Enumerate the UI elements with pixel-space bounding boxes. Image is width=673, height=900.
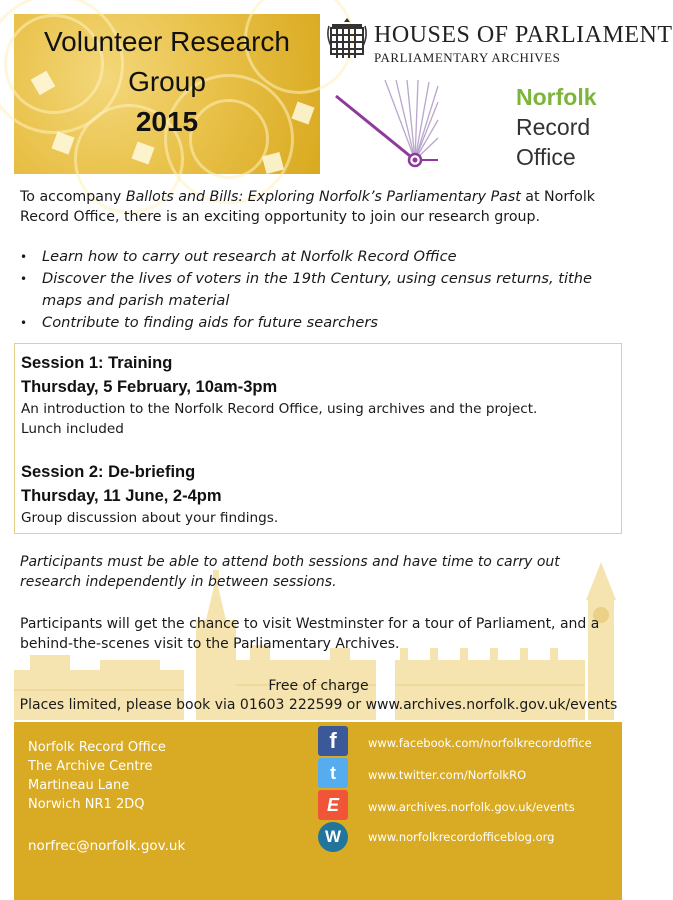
session-date: Thursday, 5 February, 10am-3pm (21, 378, 278, 396)
address-line: The Archive Centre (28, 759, 153, 774)
norfolk-record-office-logo (516, 82, 597, 172)
title-banner (14, 14, 320, 174)
contact-footer (14, 722, 622, 900)
exhibition-title: Ballots and Bills: Exploring Norfolk’s Parliamentary Past (125, 189, 521, 205)
session-1 (21, 351, 537, 439)
facebook-icon[interactable]: f (318, 726, 348, 756)
session-2 (21, 460, 278, 528)
list-item: • Discover the lives of voters in the 19th Century, using census returns, tithe maps and parish material (20, 268, 620, 312)
benefits-list (20, 246, 620, 334)
postal-address (28, 738, 166, 814)
page-title (14, 22, 320, 142)
booking-info: Places limited, please book via 01603 222599 or www.archives.norfolk.gov.uk/events (19, 697, 618, 713)
twitter-link[interactable]: www.twitter.com/NorfolkRO (368, 768, 527, 782)
blog-link[interactable]: www.norfolkrecordofficeblog.org (368, 830, 555, 844)
events-link[interactable]: www.archives.norfolk.gov.uk/events (368, 800, 575, 814)
session-title: Session 1: Training (21, 354, 173, 372)
intro-post: at Norfolk Record Office, there is an exciting opportunity to join our research group. (20, 189, 596, 225)
address-line: Martineau Lane (28, 778, 130, 793)
session-description: Group discussion about your findings. (21, 510, 279, 526)
wordpress-icon[interactable]: W (318, 822, 348, 852)
email-link[interactable]: norfrec@norfolk.gov.uk (28, 838, 186, 854)
free-of-charge: Free of charge (268, 678, 369, 694)
list-item: • Learn how to carry out research at Norfolk Record Office (20, 246, 620, 268)
session-note: Lunch included (21, 421, 124, 437)
title-line-1: Volunteer Research (44, 26, 290, 57)
westminster-visit-note: Participants will get the chance to visit Westminster for a tour of Parliament, and a behind-the-scenes visit to the Parliamentary Archives. (20, 616, 600, 652)
sessions-box (14, 343, 622, 534)
nro-logo-line-3: Office (516, 144, 576, 170)
facebook-link[interactable]: www.facebook.com/norfolkrecordoffice (368, 736, 592, 750)
session-date: Thursday, 11 June, 2-4pm (21, 487, 222, 505)
twitter-icon[interactable]: t (318, 758, 348, 788)
nro-logo-line-2: Record (516, 114, 591, 140)
title-year: 2015 (135, 106, 199, 137)
nro-logo-line-1: Norfolk (516, 84, 597, 110)
parliament-name: HOUSES OF PARLIAMENT (374, 22, 673, 48)
list-item: • Contribute to finding aids for future searchers (20, 312, 620, 334)
attendance-note: Participants must be able to attend both sessions and have time to carry out research independently in between sessions. (20, 554, 560, 590)
session-title: Session 2: De-briefing (21, 463, 196, 481)
parliament-logo (326, 16, 673, 68)
intro-pre: To accompany (20, 189, 126, 205)
session-description: An introduction to the Norfolk Record Office, using archives and the project. (21, 401, 538, 417)
title-line-2: Group (128, 66, 206, 97)
portcullis-icon (326, 16, 368, 64)
norfolk-record-office-emblem (330, 78, 440, 173)
parliament-subname: PARLIAMENTARY ARCHIVES (374, 50, 561, 65)
address-line: Norfolk Record Office (28, 740, 166, 755)
intro-paragraph (20, 187, 620, 227)
eventbrite-icon[interactable]: E (318, 790, 348, 820)
address-line: Norwich NR1 2DQ (28, 797, 145, 812)
